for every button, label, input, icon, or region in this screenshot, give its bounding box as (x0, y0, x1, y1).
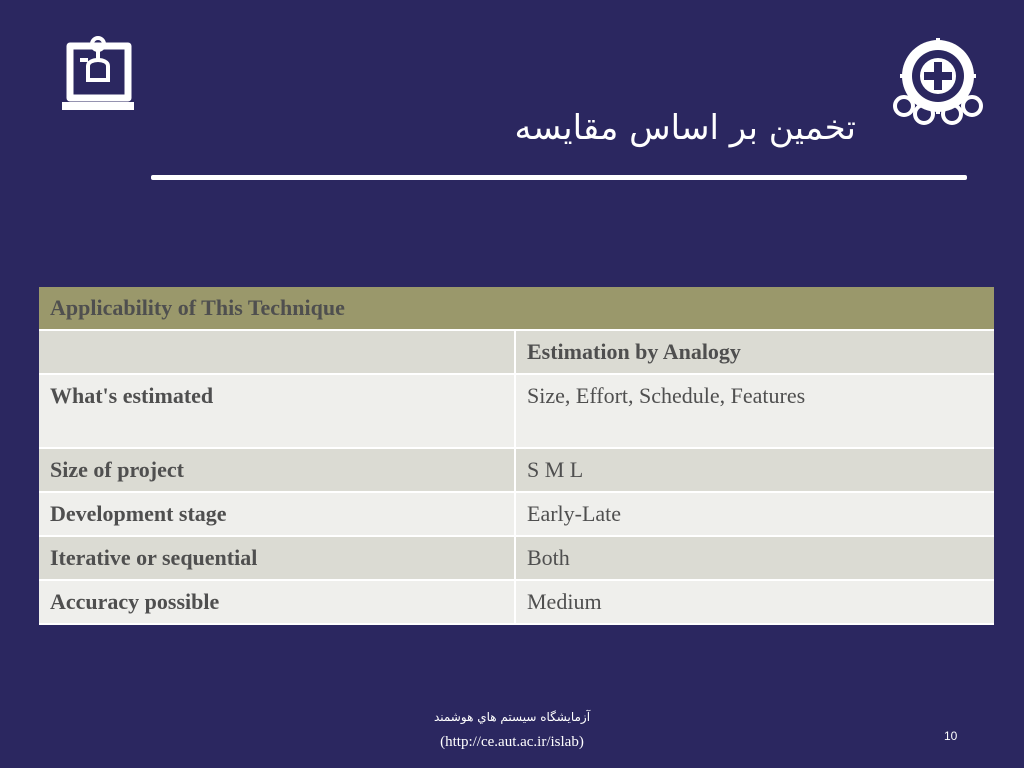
table-row (39, 448, 994, 492)
slide-title: تخمین بر اساس مقایسه (514, 108, 856, 148)
title-divider (151, 175, 967, 180)
row-value: Early-Late (515, 492, 994, 536)
row-value: Medium (515, 580, 994, 624)
table-row (39, 374, 994, 448)
table-row (39, 492, 994, 536)
row-value: Size, Effort, Schedule, Features (515, 374, 994, 448)
column-header-row (39, 330, 994, 374)
table-header: Applicability of This Technique (39, 287, 994, 330)
row-value: S M L (515, 448, 994, 492)
row-label: Size of project (39, 448, 515, 492)
row-label: Iterative or sequential (39, 536, 515, 580)
applicability-table (39, 287, 994, 625)
row-value: Both (515, 536, 994, 580)
row-label: What's estimated (39, 374, 515, 448)
table-header-row (39, 287, 994, 330)
footer-url[interactable]: (http://ce.aut.ac.ir/islab) (440, 734, 584, 750)
table-row (39, 536, 994, 580)
page-number: 10 (944, 729, 958, 743)
table-row (39, 580, 994, 624)
empty-cell (39, 330, 515, 374)
computer-person-icon (58, 36, 138, 116)
university-logo (890, 36, 986, 128)
footer-lab-name: آزمایشگاه سیستم هاي هوشمند (433, 710, 591, 724)
row-label: Accuracy possible (39, 580, 515, 624)
row-label: Development stage (39, 492, 515, 536)
column-header: Estimation by Analogy (515, 330, 994, 374)
